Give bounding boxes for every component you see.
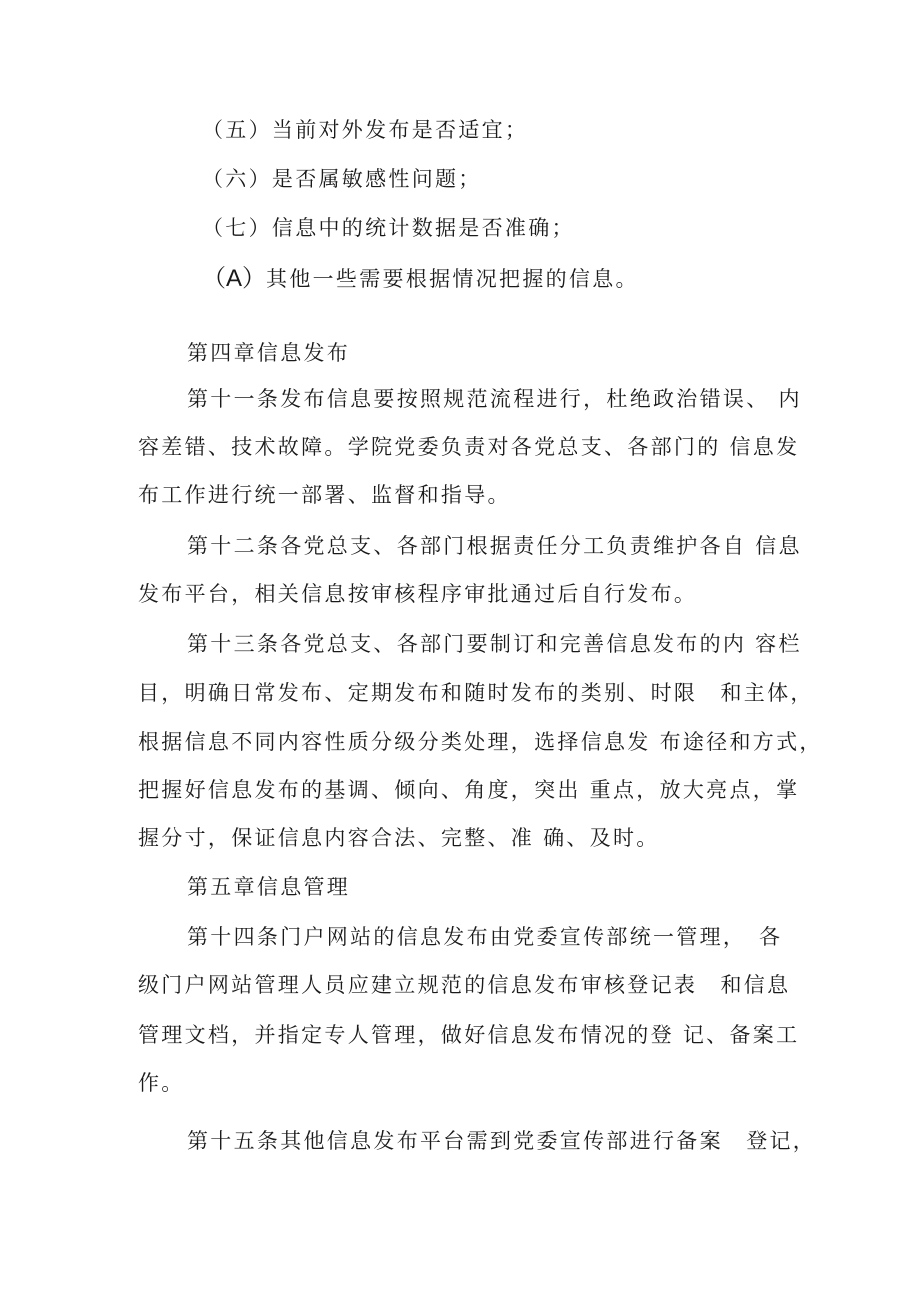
list-item-8 (202, 264, 639, 294)
list-item-8-marker: （A） (202, 265, 267, 292)
article-13-line-5: 握分寸，保证信息内容合法、完整、准 确、及时。 (138, 826, 660, 850)
article-14-line-3: 管理文档，并指定专人管理，做好信息发布情况的登 记、备案工 (138, 1023, 800, 1047)
article-13-line-2: 目，明确日常发布、定期发布和随时发布的类别、时限 和主体， (138, 681, 814, 705)
article-14-line-1: 第十四条门户网站的信息发布由党委宣传部统一管理， 各 (187, 925, 783, 949)
list-item-5: （五）当前对外发布是否适宜； (202, 118, 529, 142)
article-11-line-1: 第十一条发布信息要按照规范流程进行，杜绝政治错误、 内 (187, 387, 802, 411)
chapter-5-heading: 第五章信息管理 (187, 875, 351, 899)
article-11-line-2: 容差错、技术故障。学院党委负责对各党总支、各部门的 信息发 (138, 435, 800, 459)
article-11-line-3: 布工作进行统一部署、监督和指导。 (138, 483, 511, 507)
article-13-line-4: 把握好信息发布的基调、倾向、角度，突出 重点，放大亮点，掌 (138, 778, 800, 802)
list-item-7: （七）信息中的统计数据是否准确； (202, 216, 575, 240)
article-13-line-1: 第十三条各党总支、各部门要制订和完善信息发布的内 容栏 (187, 632, 802, 656)
article-13-line-3: 根据信息不同内容性质分级分类处理，选择信息发 布途径和方式， (138, 730, 823, 754)
list-item-8-text: 其他一些需要根据情况把握的信息。 (266, 267, 639, 291)
list-item-6: （六）是否属敏感性问题； (202, 167, 482, 191)
article-12-line-2: 发布平台，相关信息按审核程序审批通过后自行发布。 (138, 582, 698, 606)
article-12-line-1: 第十二条各党总支、各部门根据责任分工负责维护各自 信息 (187, 534, 802, 558)
article-14-line-4: 作。 (138, 1071, 185, 1095)
chapter-4-heading: 第四章信息发布 (187, 341, 351, 365)
article-14-line-2: 级门户网站管理人员应建立规范的信息发布审核登记表 和信息 (138, 973, 791, 997)
article-15-line-1: 第十五条其他信息发布平台需到党委宣传部进行备案 登记， (187, 1129, 817, 1153)
